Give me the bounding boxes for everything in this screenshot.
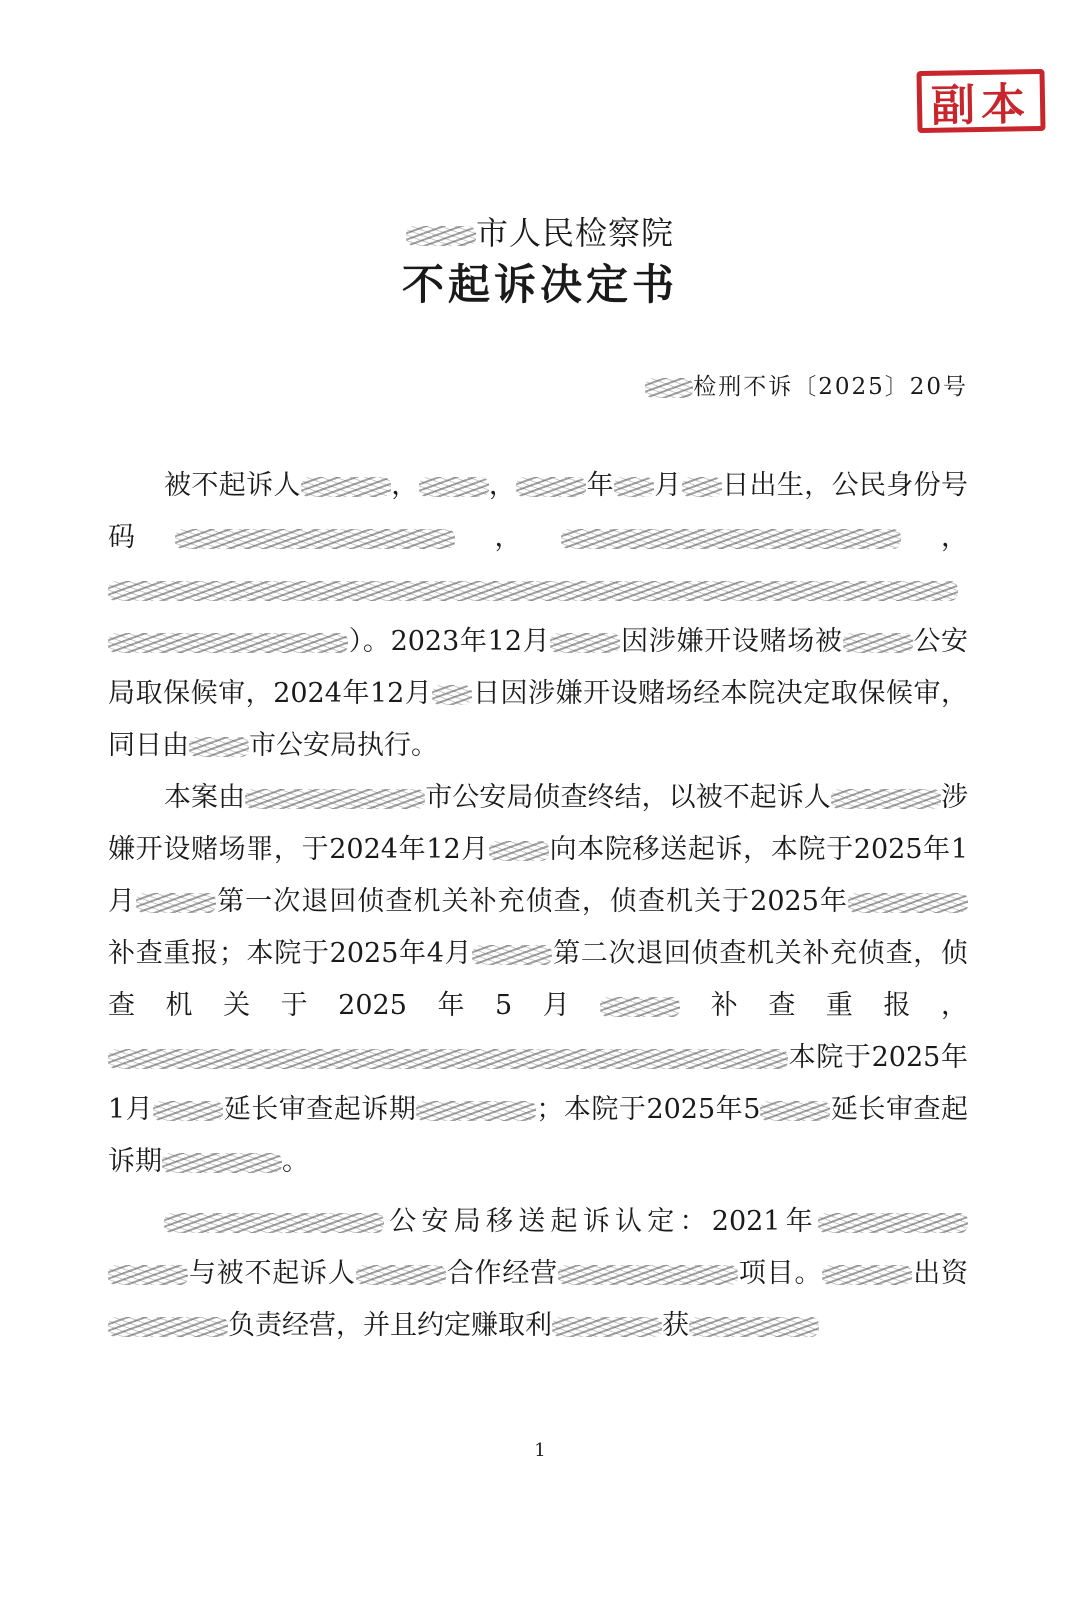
redacted-id-number [175,529,455,549]
document-number: 检刑不诉〔2025〕20号 [645,368,968,401]
redacted-name [301,477,391,497]
redacted-month [614,477,654,497]
redacted-prefix [645,378,693,398]
redacted-ethnicity [561,529,901,549]
redacted-date-9 [760,1101,830,1121]
paragraph-case-history: 本案由 市公安局侦查终结，以被不起诉人 涉嫌开设赌场罪，于2024年12月 向本院移送起诉，本院于2025年1月 第一次退回侦查机关补充侦查，侦查机关于2025年补查重报；本院于2025年4月 第二次退回侦查机关补充侦查，侦查机关于2025年5月 补查重报，本院于2025年1月 延长审查起诉期 ；本院于2025年5 延长审查起诉期 。 [108,782,969,1177]
redacted-date-7 [600,997,680,1017]
redacted-date-5 [848,893,968,913]
document-title: 不起诉决定书 [401,260,678,309]
procuratorate-name: 市人民检察院 [0,208,1080,254]
redacted-project [558,1265,738,1285]
redacted-date [550,633,620,653]
redacted-name-6 [108,1317,228,1337]
redacted-day [682,477,722,497]
document-body [108,460,968,1352]
redacted-name-3 [108,1265,188,1285]
redacted-date-8 [153,1101,223,1121]
redacted-name-5 [822,1265,912,1285]
redacted-sentence [108,1049,788,1069]
redacted-date-4 [136,893,216,913]
paragraph-defendant-info: 被不起诉人 ， ， 年 月 日出生，公民身份号码 ， ，）。2023年12月 因涉嫌开设赌场被 公安局取保候审，2024年12月 日因涉嫌开设赌场经本院决定取保候审，同日由 市公安局执行。 [108,470,969,761]
redacted-city [406,226,476,246]
redacted-year [516,477,586,497]
redacted-address-cont [108,633,348,653]
redacted-agency [843,633,913,653]
redacted-terms-2 [689,1317,819,1337]
paragraph-findings: 公安局移送起诉认定：2021年与被不起诉人 合作经营 项目。 出资负责经营，并且约定赚取利 获 [108,1196,968,1352]
redacted-period-2 [162,1153,282,1173]
redacted-city-2 [189,737,249,757]
copy-stamp: 副本 [916,69,1045,133]
redacted-city-3 [245,789,425,809]
redacted-date-3 [489,841,549,861]
redacted-date-6 [472,945,552,965]
redacted-date-10 [818,1213,968,1233]
redacted-address [108,581,958,601]
redacted-name-4 [356,1265,446,1285]
page-number: 1 [534,1440,546,1461]
redacted-name-2 [831,789,941,809]
redacted-terms [552,1317,662,1337]
redacted-gender [419,477,489,497]
redacted-agency-2 [164,1213,384,1233]
redacted-date-2 [432,685,472,705]
redacted-period [416,1101,536,1121]
